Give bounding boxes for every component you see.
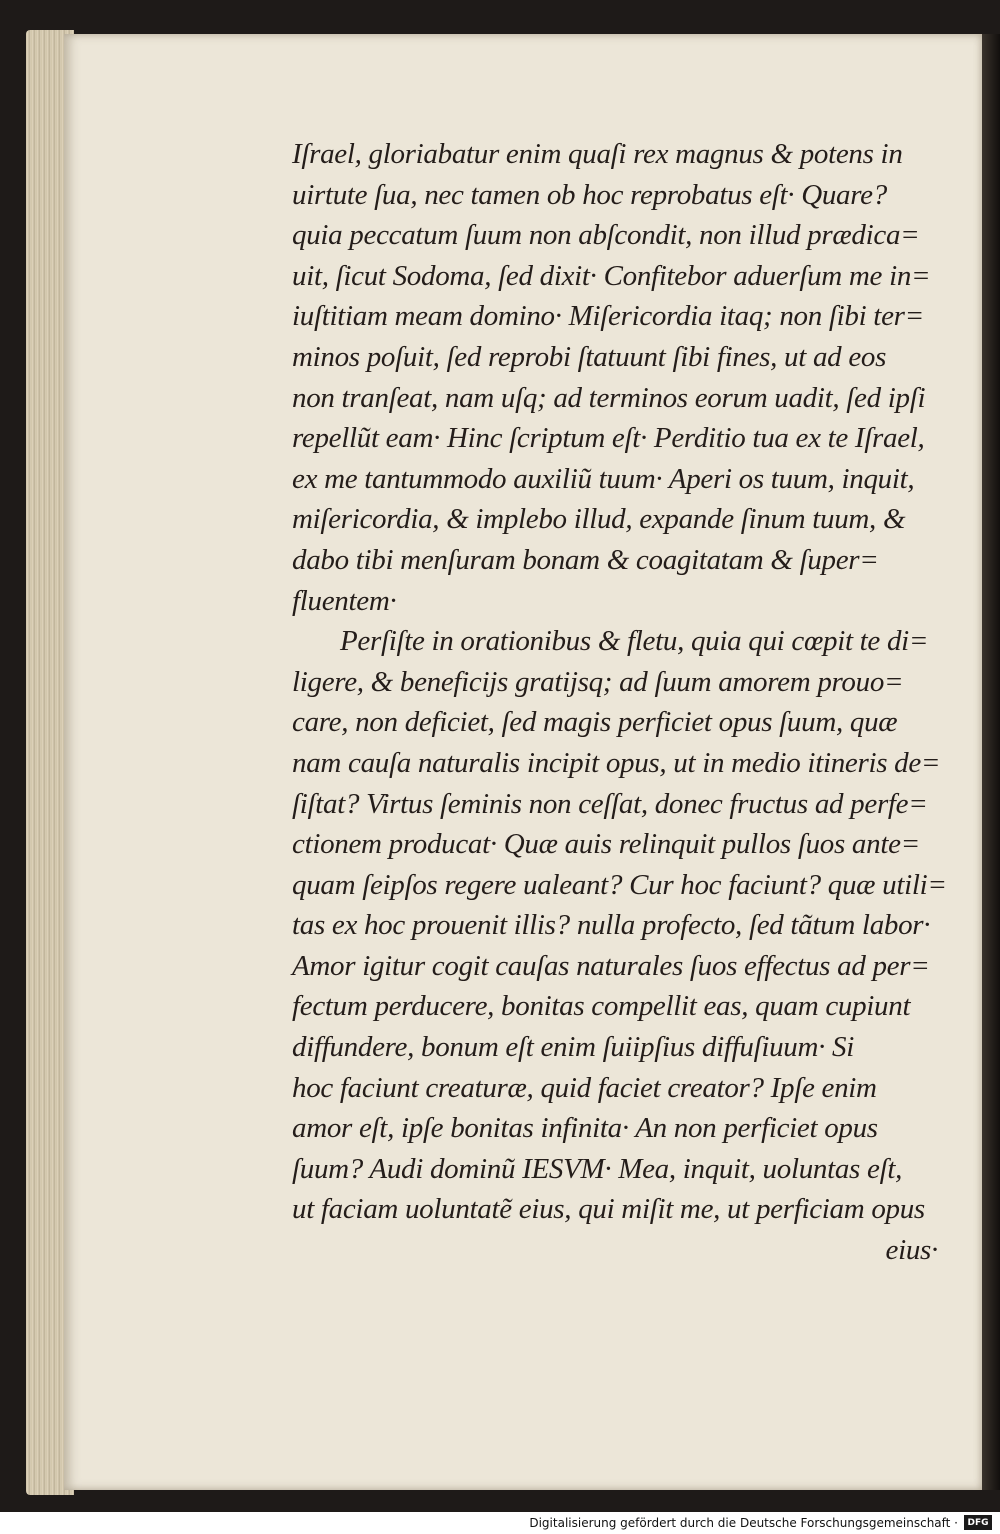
text-line: Iſrael, gloriabatur enim quaſi rex magnus & potens in [292, 138, 903, 170]
page-text [292, 134, 952, 1271]
footer-bar [0, 1512, 1000, 1534]
text-line: ctionem producat· Quæ auis relinquit pullos ſuos ante= [292, 828, 920, 861]
text-line: nam cauſa naturalis incipit opus, ut in medio itineris de= [292, 746, 941, 779]
text-line: hoc faciunt creaturæ, quid faciet creator? Ipſe enim [292, 1071, 877, 1104]
text-line: ſiſtat? Virtus ſeminis non ceſſat, donec fructus ad perfe= [292, 787, 928, 820]
funding-credit: Digitalisierung gefördert durch die Deutsche Forschungsgemeinschaft · [529, 1516, 958, 1530]
text-line: amor eſt, ipſe bonitas infinita· An non perficiet opus [292, 1112, 878, 1145]
text-line: ſuum? Audi dominũ IESVM· Mea, inquit, uoluntas eſt, [292, 1152, 903, 1185]
text-line: Amor igitur cogit cauſas naturales ſuos effectus ad per= [292, 949, 930, 982]
text-line: iuſtitiam meam domino· Miſericordia itaq; non ſibi ter= [292, 300, 924, 333]
text-line: ut faciam uoluntatẽ eius, qui miſit me, ut perficiam opus [292, 1193, 925, 1226]
text-line: care, non deficiet, ſed magis perficiet opus ſuum, quæ [292, 706, 898, 739]
text-line: repellũt eam· Hinc ſcriptum eſt· Perditio tua ex te Iſrael, [292, 422, 925, 455]
binding-shadow [982, 34, 1000, 1490]
text-line: miſericordia, & implebo illud, expande ſinum tuum, & [292, 503, 906, 536]
text-line: minos poſuit, ſed reprobi ſtatuunt ſibi fines, ut ad eos [292, 340, 887, 373]
paragraph-start-line: Perſiſte in orationibus & fletu, quia qui cœpit te di= [340, 625, 929, 658]
catchword: eius· [885, 1234, 938, 1267]
text-line: uit, ſicut Sodoma, ſed dixit· Confitebor aduerſum me in= [292, 259, 931, 292]
text-line: non tranſeat, nam uſq; ad terminos eorum uadit, ſed ipſi [292, 381, 926, 414]
text-line: uirtute ſua, nec tamen ob hoc reprobatus eſt· Quare? [292, 178, 887, 211]
text-line: tas ex hoc prouenit illis? nulla profecto, ſed tãtum labor· [292, 909, 931, 942]
text-line: fectum perducere, bonitas compellit eas, quam cupiunt [292, 990, 911, 1023]
text-line: fluentem· [292, 584, 397, 617]
text-line: diffundere, bonum eſt enim ſuiipſius diffuſiuum· Si [292, 1031, 854, 1064]
text-line: dabo tibi menſuram bonam & coagitatam & ſuper= [292, 543, 879, 576]
text-line: ex me tantummodo auxiliũ tuum· Aperi os tuum, inquit, [292, 462, 915, 495]
text-line: quam ſeipſos regere ualeant? Cur hoc faciunt? quæ utili= [292, 868, 947, 901]
text-line: ligere, & beneficijs gratijsq; ad ſuum amorem prouo= [292, 665, 904, 698]
dfg-logo: DFG [964, 1515, 992, 1530]
text-line: quia peccatum ſuum non abſcondit, non illud prædica= [292, 219, 920, 252]
